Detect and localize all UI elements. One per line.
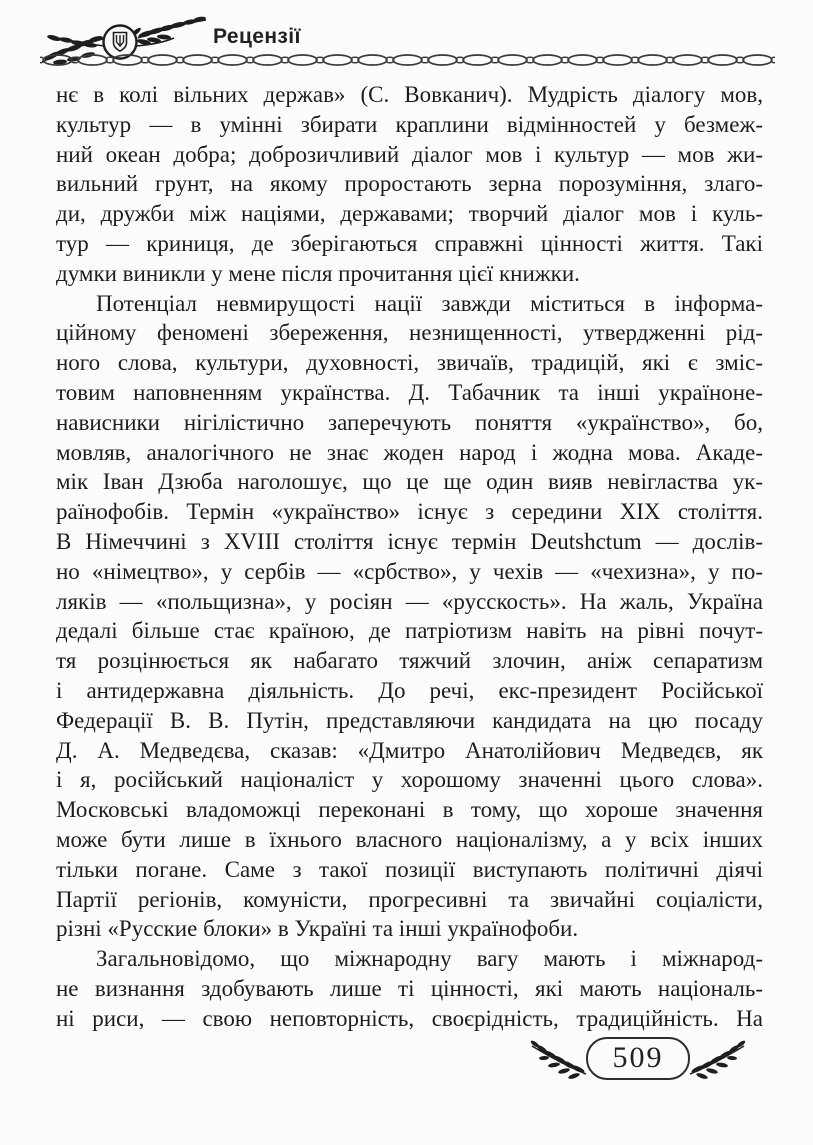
- text-line: Федерації В. В. Путін, представляючи кандидата на цю посаду: [56, 707, 763, 733]
- text-line: не визнання здобувають лише ті цінності, які мають національ-: [56, 975, 763, 1001]
- text-line: Загальновідомо, що міжнародну вагу мають і міжнарод-: [96, 946, 763, 972]
- page-number: 509: [612, 1041, 664, 1074]
- text-line: і антидержавна діяльність. До речі, екс-президент Російської: [56, 677, 763, 703]
- text-line: культур — в умінні збирати краплини відмінностей у безмеж-: [56, 111, 763, 137]
- text-line: ляків — «польщизна», у росіян — «русскость». На жаль, Україна: [56, 588, 763, 614]
- text-line: ційному феномені збереження, незнищенності, утвердженні рід-: [56, 320, 763, 346]
- text-line: різні «Русские блоки» в Україні та інші українофоби.: [56, 916, 579, 942]
- text-line: Московські владоможці переконані в тому, що хороше значення: [56, 797, 763, 823]
- chain-link-divider-icon: [40, 52, 775, 68]
- text-line: Партії регіонів, комуністи, прогресивні та звичайні соціалісти,: [56, 886, 763, 912]
- text-line: мовляв, аналогічного не знає жоден народ і жодна мова. Акаде-: [56, 439, 763, 465]
- text-line: і я, російський націоналіст у хорошому значенні цього слова».: [56, 767, 763, 793]
- text-line: дедалі більше стає країною, де патріотизм навіть на рівні почут-: [56, 618, 763, 644]
- text-line: нє в колі вільних держав» (С. Вовканич). Мудрість діалогу мов,: [56, 82, 763, 107]
- text-line: мік Іван Дзюба наголошує, що це ще один вияв невігластва ук-: [56, 469, 763, 495]
- text-line: нависники нігілістично заперечують поняття «українство», бо,: [56, 409, 763, 435]
- text-line: ди, дружби між націями, державами; творчий діалог мов і куль-: [56, 201, 763, 227]
- page-body: [56, 80, 763, 1034]
- page-footer: [528, 1036, 748, 1080]
- text-line: Д. А. Медведєва, сказав: «Дмитро Анатолійович Медведєв, як: [56, 737, 763, 763]
- text-line: тя розцінюється як набагато тяжчий злочин, аніж сепаратизм: [56, 648, 763, 674]
- text-line: ні риси, — свою неповторність, своєрідність, традиційність. На: [56, 1005, 763, 1031]
- text-line: ний океан добра; доброзичливий діалог мов і культур — мов жи-: [56, 141, 763, 167]
- laurel-branch-right-icon: [686, 1036, 748, 1080]
- text-line: В Німеччині з XVIII століття існує термін Deutshctum — дослів-: [56, 528, 763, 554]
- text-line: Потенціал невмирущості нації завжди міститься в інформа-: [96, 290, 763, 316]
- laurel-branch-left-icon: [528, 1036, 590, 1080]
- text-line: тільки погане. Саме з такої позиції виступають політичні діячі: [56, 856, 763, 882]
- text-line: ного слова, культури, духовності, звичаїв, традицій, які є зміс-: [56, 350, 763, 376]
- page-number-badge: [586, 1037, 690, 1080]
- text-line: но «німецтво», у сербів — «србство», у чехів — «чехизна», у по-: [56, 558, 763, 584]
- text-line: думки виникли у мене після прочитання цієї книжки.: [56, 260, 580, 286]
- text-line: тур — криниця, де зберігаються справжні цінності життя. Такі: [56, 230, 763, 256]
- text-line: товим наповненням українства. Д. Табачник та інші україноне-: [56, 379, 763, 405]
- text-line: може бути лише в їхнього власного націоналізму, а у всіх інших: [56, 826, 763, 852]
- text-line: раїнофобів. Термін «українство» існує з середини XIX століття.: [56, 499, 763, 525]
- text-line: вильний грунт, на якому проростають зерна порозуміння, злаго-: [56, 171, 763, 197]
- page-title: Рецензії: [213, 25, 301, 48]
